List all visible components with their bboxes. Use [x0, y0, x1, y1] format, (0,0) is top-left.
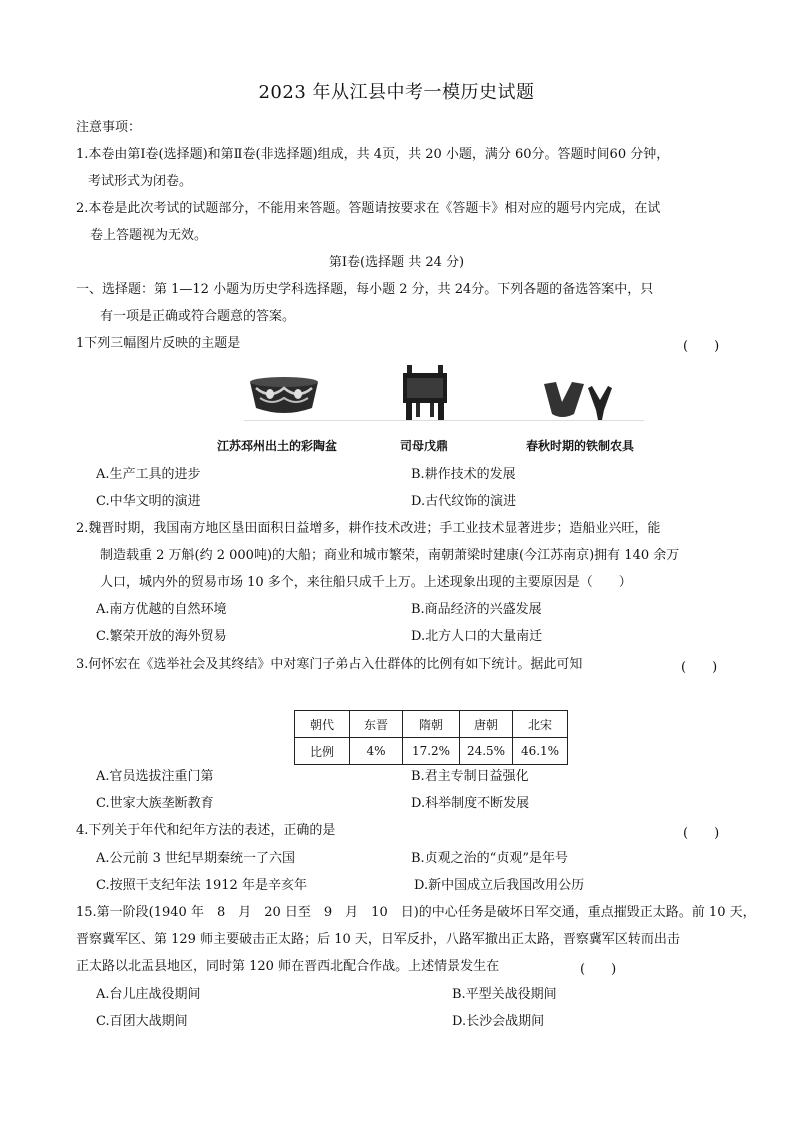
q2-line-1: 2.魏晋时期，我国南方地区垦田面积日益增多，耕作技术改进；手工业技术显著进步；造船业兴旺，能 — [76, 521, 661, 536]
q2-option-b: B.商品经济的兴盛发展 — [411, 602, 542, 617]
painted-pottery-basin-image — [246, 372, 322, 420]
q1-stem: 1下列三幅图片反映的主题是 — [76, 336, 241, 351]
q15-option-b: B.平型关战役期间 — [452, 987, 557, 1002]
q2-option-d: D.北方人口的大量南迁 — [411, 629, 543, 644]
q3-option-b: B.君主专制日益强化 — [411, 769, 529, 784]
table-cell: 46.1% — [513, 738, 568, 765]
q1-caption-2: 司母戊鼎 — [400, 439, 449, 453]
table-header-cell: 北宋 — [513, 711, 568, 738]
q2-line-2: 制造载重 2 万斛(约 2 000吨)的大船；商业和城市繁荣，南朝萧梁时建康(今江苏南京)拥有 140 余万 — [100, 548, 680, 563]
table-header-cell: 朝代 — [295, 711, 350, 738]
q15-option-d: D.长沙会战期间 — [452, 1014, 545, 1029]
q15-answer-paren: ( ) — [580, 962, 617, 977]
table-row — [295, 711, 568, 738]
q4-option-c: C.按照干支纪年法 1912 年是辛亥年 — [96, 878, 307, 893]
q3-option-d: D.科举制度不断发展 — [411, 796, 530, 811]
q1-option-c: C.中华文明的演进 — [96, 494, 201, 509]
q1-caption-1: 江苏邳州出土的彩陶盆 — [217, 439, 338, 453]
iron-farm-tools-image — [540, 378, 616, 422]
notice-line-1b: 考试形式为闭卷。 — [88, 174, 193, 189]
q4-option-a: A.公元前 3 世纪早期秦统一了六国 — [96, 851, 296, 866]
q2-option-c: C.繁荣开放的海外贸易 — [96, 629, 227, 644]
q1-option-a: A.生产工具的进步 — [96, 467, 201, 482]
image-divider — [244, 420, 644, 421]
q4-option-d: D.新中国成立后我国改用公历 — [414, 878, 585, 893]
q1-option-d: D.古代纹饰的演进 — [411, 494, 517, 509]
table-row — [295, 738, 568, 765]
q4-option-b: B.贞观之治的“贞观”是年号 — [411, 851, 568, 866]
table-cell: 24.5% — [460, 738, 513, 765]
notice-heading: 注意事项： — [76, 120, 142, 135]
q15-line-3: 正太路以北盂县地区，同时第 120 师在晋西北配合作战。上述情景发生在 — [76, 959, 500, 974]
q2-option-a: A.南方优越的自然环境 — [96, 602, 227, 617]
q2-line-3: 人口，城内外的贸易市场 10 多个，来往船只成千上万。上述现象出现的主要原因是（ ） — [100, 575, 632, 590]
q3-stem: 3.何怀宏在《选举社会及其终结》中对寒门子弟占入仕群体的比例有如下统计。据此可知 — [76, 657, 583, 672]
q15-line-2: 晋察冀军区、第 129 师主要破击正太路；后 10 天，日军反扑，八路军撤出正太路，晋察冀军区转而出击 — [76, 932, 680, 947]
q3-ratio-table — [294, 710, 568, 765]
q3-answer-paren: ( ) — [681, 660, 718, 675]
table-cell: 比例 — [295, 738, 350, 765]
table-header-cell: 唐朝 — [460, 711, 513, 738]
table-cell: 4% — [350, 738, 403, 765]
instructions-line-2: 有一项是正确或符合题意的答案。 — [100, 309, 296, 324]
notice-line-1a: 1.本卷由第Ⅰ卷(选择题)和第Ⅱ卷(非选择题)组成，共 4页，共 20 小题，满分 60分。答题时间60 分钟， — [76, 147, 670, 162]
simuwu-ding-image — [400, 363, 450, 423]
q3-option-a: A.官员选拔注重门第 — [96, 769, 214, 784]
q3-option-c: C.世家大族垄断教育 — [96, 796, 214, 811]
q1-answer-paren: ( ) — [683, 339, 720, 354]
table-cell: 17.2% — [403, 738, 460, 765]
instructions-line-1: 一、选择题：第 1—12 小题为历史学科选择题，每小题 2 分，共 24分。下列各题的备选答案中，只 — [76, 282, 654, 297]
notice-line-2b: 卷上答题视为无效。 — [90, 228, 208, 243]
q15-option-a: A.台儿庄战役期间 — [96, 987, 201, 1002]
q1-caption-3: 春秋时期的铁制农具 — [526, 439, 635, 453]
q1-option-b: B.耕作技术的发展 — [411, 467, 516, 482]
table-header-cell: 隋朝 — [403, 711, 460, 738]
q4-stem: 4.下列关于年代和纪年方法的表述，正确的是 — [76, 823, 336, 838]
q4-answer-paren: ( ) — [683, 826, 720, 841]
section-title: 第Ⅰ卷(选择题 共 24 分) — [328, 255, 465, 270]
notice-line-2a: 2.本卷是此次考试的试题部分，不能用来答题。答题请按要求在《答题卡》相对应的题号内完成，在试 — [76, 201, 661, 216]
table-header-cell: 东晋 — [350, 711, 403, 738]
q15-option-c: C.百团大战期间 — [96, 1014, 188, 1029]
q15-line-1: 15.第一阶段(1940 年 8 月 20 日至 9 月 10 日)的中心任务是破坏日军交通，重点摧毁正太路。前 10 天， — [76, 905, 756, 920]
exam-title: 2023 年从江县中考一模历史试题 — [258, 82, 535, 103]
